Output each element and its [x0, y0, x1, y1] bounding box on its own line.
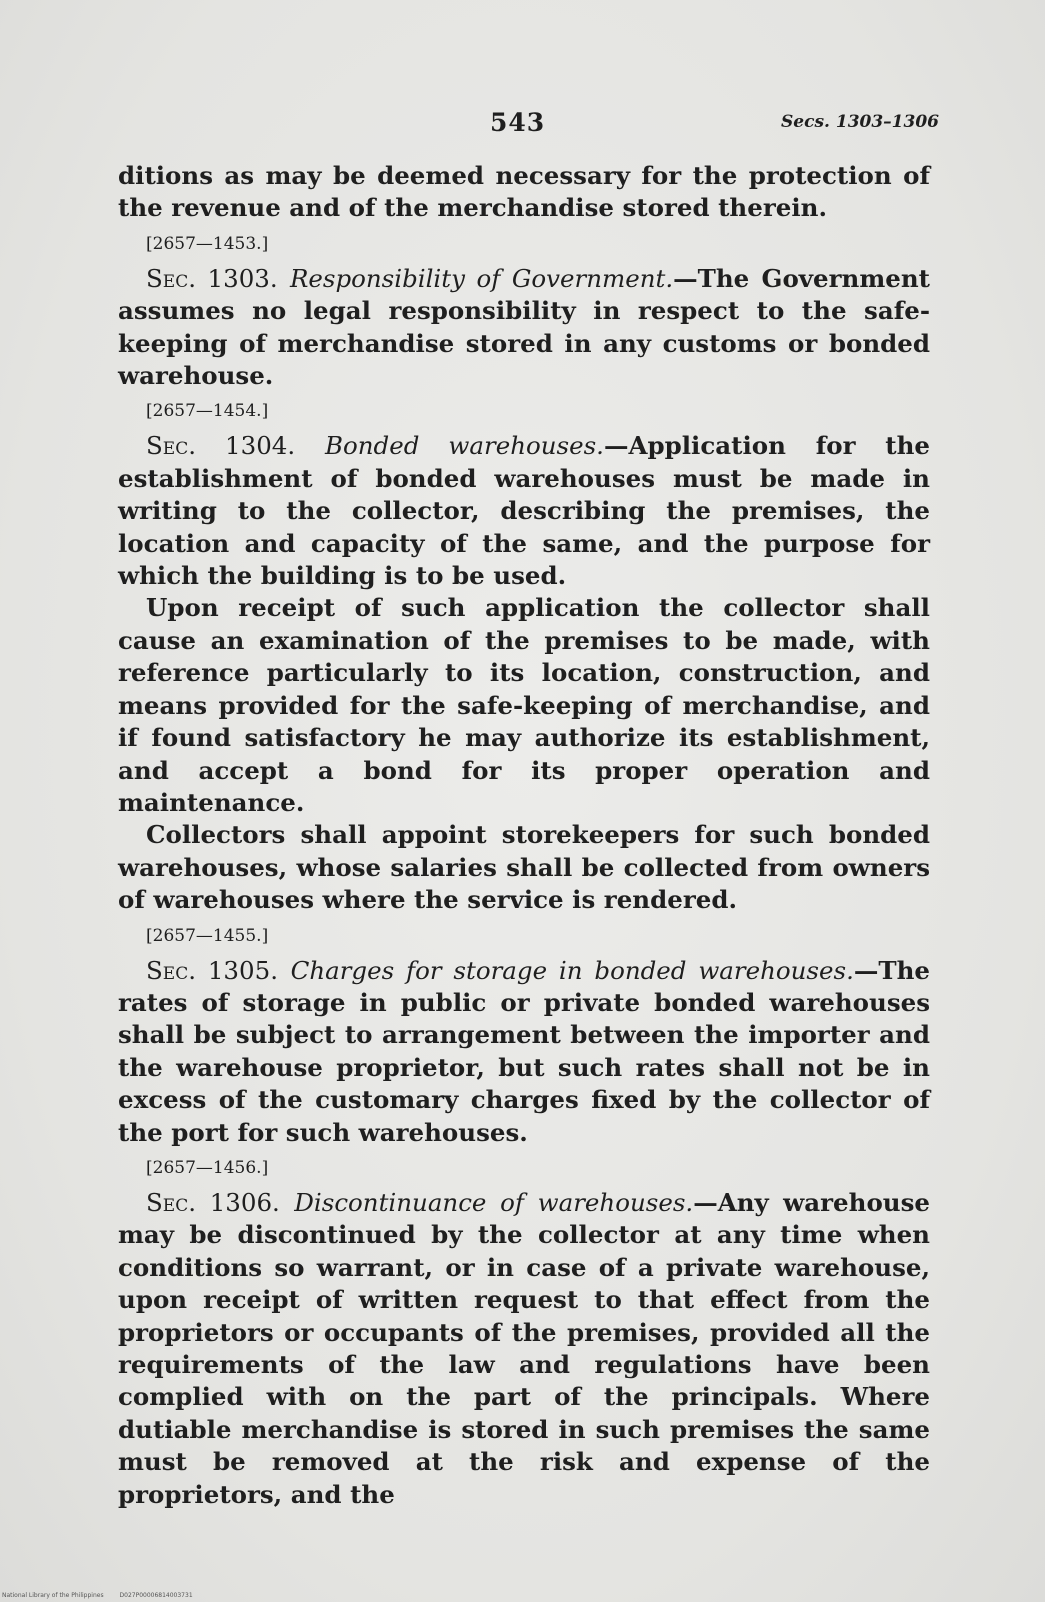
page-number: 543 [490, 108, 546, 137]
section-number: Sec. 1303. [146, 263, 278, 293]
section-paragraph [118, 263, 930, 393]
section-title: Discontinuance of warehouses. [294, 1187, 694, 1217]
citation: [2657—1453.] [146, 233, 269, 254]
paragraph: Collectors shall appoint storekeepers for such bonded warehouses, whose salaries shall be collected from owners of warehouses where the service is rendered. [118, 820, 930, 915]
page-footer [2, 1592, 207, 1599]
section-number: Sec. 1304. [146, 431, 296, 461]
section-range: Secs. 1303–1306 [781, 112, 939, 132]
section-number: Sec. 1305. [146, 955, 278, 985]
section-title: Bonded warehouses. [324, 431, 604, 461]
section-paragraph [118, 1187, 930, 1511]
section-text: —The Government assumes no legal responsibility in respect to the safe-keeping of merchandise stored in any customs or bonded warehouse. [118, 263, 930, 391]
section-title: Responsibility of Government. [289, 263, 674, 293]
body-text [118, 160, 930, 1511]
citation: [2657—1454.] [146, 401, 269, 422]
section-text: —The rates of storage in public or private bonded warehouses shall be subject to arrangement between the importer and the warehouse proprietor, but such rates shall not be in excess of the customary charges fixed by the collector of the port for such warehouses. [118, 955, 930, 1147]
section-text: —Any warehouse may be discontinued by the collector at any time when conditions so warrant, or in case of a private warehouse, upon receipt of written request to that effect from the proprietors or occupants of the premises, provided all the requirements of the law and regulations have been complied with on the part of the principals. Where dutiable merchandise is stored in such premises the same must be removed at the risk and expense of the proprietors, and the [118, 1187, 930, 1509]
citation: [2657—1455.] [146, 925, 269, 946]
library-credit: National Library of the Philippines [2, 1592, 104, 1599]
page-header [0, 108, 1045, 148]
scan-identifier: D027P00006814003731 [119, 1592, 193, 1599]
section-text: —Application for the establishment of bonded warehouses must be made in writing to the collector, describing the premises, the location and capacity of the same, and the purpose for which the building is to be used. [118, 431, 931, 591]
section-paragraph [118, 430, 930, 592]
paragraph: Upon receipt of such application the collector shall cause an examination of the premises to be made, with reference particularly to its location, construction, and means provided for the safe-keeping of merchandise, and if found satisfactory he may authorize its establishment, and accept a bond for its proper operation and maintenance. [118, 593, 930, 817]
citation: [2657—1456.] [146, 1157, 269, 1178]
section-title: Charges for storage in bonded warehouses. [290, 955, 854, 985]
section-number: Sec. 1306. [146, 1187, 280, 1217]
paragraph: ditions as may be deemed necessary for the protection of the revenue and of the merchandise stored therein. [118, 161, 930, 223]
section-paragraph [118, 955, 930, 1149]
